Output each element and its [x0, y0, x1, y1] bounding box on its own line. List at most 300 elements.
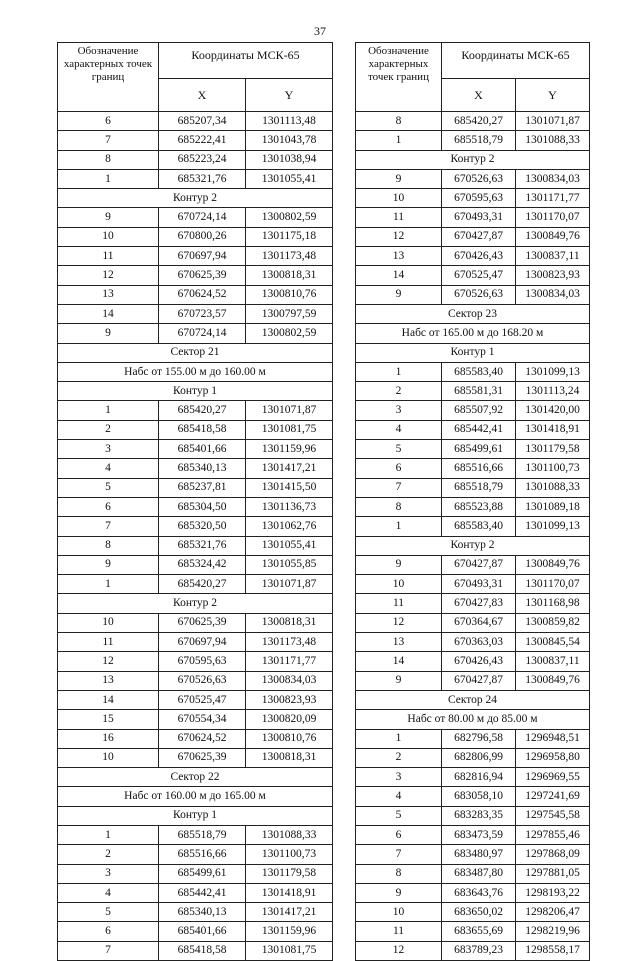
x-cell: 685207,34 — [159, 112, 246, 131]
table-body-left — [58, 112, 333, 961]
table-row — [58, 169, 333, 188]
y-cell: 1298193,22 — [516, 883, 590, 902]
x-cell: 670427,87 — [442, 671, 516, 690]
x-cell: 670697,94 — [159, 247, 246, 266]
section-row — [356, 343, 590, 362]
y-cell: 1301100,73 — [246, 845, 333, 864]
y-cell: 1301071,87 — [246, 575, 333, 594]
x-cell: 685442,41 — [442, 420, 516, 439]
table-row — [356, 208, 590, 227]
point-id-cell: 13 — [356, 633, 442, 652]
y-cell: 1301088,33 — [246, 825, 333, 844]
point-id-cell: 6 — [58, 497, 159, 516]
table-row — [58, 864, 333, 883]
section-label: Сектор 21 — [58, 343, 333, 362]
y-cell: 1301055,41 — [246, 536, 333, 555]
y-cell: 1300797,59 — [246, 304, 333, 323]
x-cell: 670723,57 — [159, 304, 246, 323]
point-id-cell: 12 — [58, 266, 159, 285]
point-id-cell: 1 — [58, 575, 159, 594]
table-row — [356, 227, 590, 246]
table-row — [356, 362, 590, 381]
x-cell: 670625,39 — [159, 266, 246, 285]
table-row — [356, 497, 590, 516]
x-cell: 670595,63 — [159, 652, 246, 671]
table-row — [356, 131, 590, 150]
point-id-cell: 12 — [58, 652, 159, 671]
point-id-cell: 3 — [58, 864, 159, 883]
y-cell: 1301062,76 — [246, 517, 333, 536]
point-id-cell: 10 — [58, 613, 159, 632]
x-cell: 685516,66 — [159, 845, 246, 864]
y-cell: 1297855,46 — [516, 825, 590, 844]
table-row — [58, 652, 333, 671]
table-row — [356, 440, 590, 459]
x-cell: 670625,39 — [159, 613, 246, 632]
y-cell: 1298206,47 — [516, 903, 590, 922]
section-row — [58, 362, 333, 381]
y-cell: 1296958,80 — [516, 748, 590, 767]
y-cell: 1301071,87 — [246, 401, 333, 420]
x-cell: 683789,23 — [442, 941, 516, 960]
point-id-cell: 7 — [356, 478, 442, 497]
x-cell: 670554,34 — [159, 710, 246, 729]
y-cell: 1300837,11 — [516, 652, 590, 671]
point-id-cell: 12 — [356, 227, 442, 246]
table-row — [356, 845, 590, 864]
x-cell: 670427,87 — [442, 227, 516, 246]
x-cell: 683473,59 — [442, 825, 516, 844]
table-row — [356, 903, 590, 922]
point-id-cell: 14 — [58, 304, 159, 323]
table-row — [58, 131, 333, 150]
point-id-cell: 8 — [356, 864, 442, 883]
table-row — [356, 883, 590, 902]
y-cell: 1301081,75 — [246, 941, 333, 960]
point-id-cell: 5 — [356, 806, 442, 825]
table-row — [58, 555, 333, 574]
table-row — [356, 247, 590, 266]
x-cell: 683643,76 — [442, 883, 516, 902]
x-cell: 685418,58 — [159, 420, 246, 439]
point-id-cell: 4 — [58, 459, 159, 478]
x-cell: 670526,63 — [442, 169, 516, 188]
point-id-cell: 10 — [58, 748, 159, 767]
x-cell: 670364,67 — [442, 613, 516, 632]
y-cell: 1301168,98 — [516, 594, 590, 613]
table-row — [58, 710, 333, 729]
header-x: X — [159, 79, 246, 112]
table-row — [356, 806, 590, 825]
point-id-cell: 3 — [58, 440, 159, 459]
y-cell: 1301113,24 — [516, 382, 590, 401]
point-id-cell: 9 — [58, 555, 159, 574]
table-row — [58, 845, 333, 864]
y-cell: 1301173,48 — [246, 247, 333, 266]
table-row — [356, 266, 590, 285]
table-row — [356, 652, 590, 671]
table-row — [58, 613, 333, 632]
point-id-cell: 4 — [356, 420, 442, 439]
point-id-cell: 9 — [356, 555, 442, 574]
y-cell: 1300859,82 — [516, 613, 590, 632]
table-row — [58, 247, 333, 266]
table-row — [58, 729, 333, 748]
x-cell: 670526,63 — [442, 285, 516, 304]
x-cell: 670493,31 — [442, 208, 516, 227]
table-row — [58, 227, 333, 246]
y-cell: 1301415,50 — [246, 478, 333, 497]
y-cell: 1301071,87 — [516, 112, 590, 131]
y-cell: 1300849,76 — [516, 227, 590, 246]
y-cell: 1300818,31 — [246, 748, 333, 767]
section-row — [58, 382, 333, 401]
x-cell: 685516,66 — [442, 459, 516, 478]
table-row — [58, 497, 333, 516]
section-label: Контур 2 — [58, 594, 333, 613]
point-id-cell: 9 — [58, 324, 159, 343]
x-cell: 685523,88 — [442, 497, 516, 516]
x-cell: 670625,39 — [159, 748, 246, 767]
x-cell: 685340,13 — [159, 903, 246, 922]
point-id-cell: 1 — [356, 131, 442, 150]
y-cell: 1300849,76 — [516, 555, 590, 574]
x-cell: 685237,81 — [159, 478, 246, 497]
x-cell: 685418,58 — [159, 941, 246, 960]
y-cell: 1297545,58 — [516, 806, 590, 825]
y-cell: 1301179,58 — [246, 864, 333, 883]
section-row — [356, 710, 590, 729]
y-cell: 1301159,96 — [246, 440, 333, 459]
point-id-cell: 14 — [58, 690, 159, 709]
section-row — [58, 768, 333, 787]
y-cell: 1301418,91 — [246, 883, 333, 902]
table-row — [356, 401, 590, 420]
point-id-cell: 1 — [356, 729, 442, 748]
point-id-cell: 8 — [356, 497, 442, 516]
y-cell: 1297881,05 — [516, 864, 590, 883]
y-cell: 1300823,93 — [516, 266, 590, 285]
point-id-cell: 1 — [58, 401, 159, 420]
section-label: Контур 1 — [356, 343, 590, 362]
point-id-cell: 1 — [356, 362, 442, 381]
section-label: Набс от 165.00 м до 168.20 м — [356, 324, 590, 343]
table-row — [356, 555, 590, 574]
x-cell: 682806,99 — [442, 748, 516, 767]
x-cell: 670427,83 — [442, 594, 516, 613]
x-cell: 682816,94 — [442, 768, 516, 787]
x-cell: 685499,61 — [159, 864, 246, 883]
point-id-cell: 8 — [58, 536, 159, 555]
x-cell: 683655,69 — [442, 922, 516, 941]
point-id-cell: 2 — [356, 382, 442, 401]
point-id-cell: 12 — [356, 613, 442, 632]
table-row — [356, 575, 590, 594]
x-cell: 685420,27 — [442, 112, 516, 131]
table-row — [58, 150, 333, 169]
y-cell: 1300845,54 — [516, 633, 590, 652]
y-cell: 1300818,31 — [246, 266, 333, 285]
table-row — [58, 883, 333, 902]
point-id-cell: 6 — [58, 922, 159, 941]
point-id-cell: 14 — [356, 652, 442, 671]
x-cell: 685507,92 — [442, 401, 516, 420]
y-cell: 1296948,51 — [516, 729, 590, 748]
table-row — [356, 864, 590, 883]
table-row — [58, 575, 333, 594]
x-cell: 670526,63 — [159, 671, 246, 690]
point-id-cell: 11 — [356, 594, 442, 613]
x-cell: 670724,14 — [159, 208, 246, 227]
point-id-cell: 3 — [356, 768, 442, 787]
table-row — [58, 401, 333, 420]
x-cell: 685442,41 — [159, 883, 246, 902]
point-id-cell: 10 — [356, 189, 442, 208]
section-label: Контур 2 — [356, 150, 590, 169]
section-label: Набс от 80.00 м до 85.00 м — [356, 710, 590, 729]
header-coordinates: Координаты МСК-65 — [159, 43, 333, 79]
y-cell: 1300802,59 — [246, 208, 333, 227]
point-id-cell: 4 — [58, 883, 159, 902]
x-cell: 670363,03 — [442, 633, 516, 652]
x-cell: 685518,79 — [159, 825, 246, 844]
table-row — [356, 825, 590, 844]
point-id-cell: 1 — [356, 517, 442, 536]
section-label: Сектор 23 — [356, 304, 590, 323]
x-cell: 683283,35 — [442, 806, 516, 825]
x-cell: 685321,76 — [159, 169, 246, 188]
y-cell: 1298219,96 — [516, 922, 590, 941]
y-cell: 1300837,11 — [516, 247, 590, 266]
x-cell: 685401,66 — [159, 922, 246, 941]
y-cell: 1301081,75 — [246, 420, 333, 439]
point-id-cell: 9 — [356, 883, 442, 902]
table-row — [356, 189, 590, 208]
point-id-cell: 2 — [356, 748, 442, 767]
table-row — [356, 613, 590, 632]
table-row — [356, 748, 590, 767]
section-row — [58, 806, 333, 825]
page-number: 37 — [314, 24, 326, 38]
y-cell: 1298558,17 — [516, 941, 590, 960]
point-id-cell: 6 — [58, 112, 159, 131]
table-row — [58, 671, 333, 690]
y-cell: 1301417,21 — [246, 903, 333, 922]
point-id-cell: 7 — [58, 131, 159, 150]
y-cell: 1301171,77 — [516, 189, 590, 208]
table-row — [356, 787, 590, 806]
section-label: Контур 1 — [58, 806, 333, 825]
x-cell: 685499,61 — [442, 440, 516, 459]
section-row — [58, 189, 333, 208]
table-row — [356, 633, 590, 652]
y-cell: 1301159,96 — [246, 922, 333, 941]
y-cell: 1301171,77 — [246, 652, 333, 671]
section-row — [356, 324, 590, 343]
y-cell: 1301043,78 — [246, 131, 333, 150]
header-point-label: Обозначение характерных точек границ — [58, 43, 159, 112]
section-row — [356, 150, 590, 169]
point-id-cell: 7 — [356, 845, 442, 864]
table-row — [58, 825, 333, 844]
y-cell: 1300834,03 — [246, 671, 333, 690]
y-cell: 1300810,76 — [246, 285, 333, 304]
x-cell: 685304,50 — [159, 497, 246, 516]
table-row — [58, 478, 333, 497]
point-id-cell: 11 — [58, 247, 159, 266]
table-row — [356, 478, 590, 497]
table-row — [356, 768, 590, 787]
section-label: Набс от 160.00 м до 165.00 м — [58, 787, 333, 806]
table-row — [58, 440, 333, 459]
y-cell: 1301055,41 — [246, 169, 333, 188]
y-cell: 1301418,91 — [516, 420, 590, 439]
table-row — [58, 112, 333, 131]
point-id-cell: 10 — [356, 903, 442, 922]
point-id-cell: 16 — [58, 729, 159, 748]
point-id-cell: 9 — [356, 671, 442, 690]
table-row — [58, 941, 333, 960]
coordinates-table-left — [57, 42, 333, 961]
section-row — [58, 594, 333, 613]
point-id-cell: 11 — [58, 633, 159, 652]
y-cell: 1300834,03 — [516, 169, 590, 188]
table-row — [356, 420, 590, 439]
x-cell: 670697,94 — [159, 633, 246, 652]
section-label: Набс от 155.00 м до 160.00 м — [58, 362, 333, 381]
point-id-cell: 6 — [356, 459, 442, 478]
point-id-cell: 1 — [58, 825, 159, 844]
section-label: Контур 1 — [58, 382, 333, 401]
table-row — [356, 169, 590, 188]
x-cell: 670493,31 — [442, 575, 516, 594]
table-row — [356, 729, 590, 748]
section-label: Контур 2 — [58, 189, 333, 208]
point-id-cell: 13 — [58, 671, 159, 690]
point-id-cell: 8 — [356, 112, 442, 131]
point-id-cell: 2 — [58, 420, 159, 439]
x-cell: 685320,50 — [159, 517, 246, 536]
table-row — [356, 112, 590, 131]
x-cell: 683487,80 — [442, 864, 516, 883]
header-y: Y — [246, 79, 333, 112]
x-cell: 670800,26 — [159, 227, 246, 246]
x-cell: 685340,13 — [159, 459, 246, 478]
point-id-cell: 3 — [356, 401, 442, 420]
x-cell: 685223,24 — [159, 150, 246, 169]
y-cell: 1301099,13 — [516, 517, 590, 536]
x-cell: 683650,02 — [442, 903, 516, 922]
point-id-cell: 5 — [356, 440, 442, 459]
header-point-label: Обозначение характерных точек границ — [356, 43, 442, 112]
y-cell: 1301173,48 — [246, 633, 333, 652]
y-cell: 1301113,48 — [246, 112, 333, 131]
point-id-cell: 11 — [356, 922, 442, 941]
point-id-cell: 5 — [58, 478, 159, 497]
y-cell: 1300834,03 — [516, 285, 590, 304]
x-cell: 685401,66 — [159, 440, 246, 459]
y-cell: 1301136,73 — [246, 497, 333, 516]
x-cell: 670427,87 — [442, 555, 516, 574]
point-id-cell: 10 — [356, 575, 442, 594]
table-row — [58, 690, 333, 709]
x-cell: 685583,40 — [442, 362, 516, 381]
y-cell: 1301420,00 — [516, 401, 590, 420]
section-label: Контур 2 — [356, 536, 590, 555]
y-cell: 1301088,33 — [516, 131, 590, 150]
point-id-cell: 4 — [356, 787, 442, 806]
point-id-cell: 10 — [58, 227, 159, 246]
table-row — [58, 304, 333, 323]
y-cell: 1301170,07 — [516, 208, 590, 227]
table-row — [356, 382, 590, 401]
y-cell: 1297868,09 — [516, 845, 590, 864]
section-row — [356, 690, 590, 709]
section-row — [58, 343, 333, 362]
y-cell: 1300802,59 — [246, 324, 333, 343]
section-label: Сектор 22 — [58, 768, 333, 787]
x-cell: 683480,97 — [442, 845, 516, 864]
y-cell: 1300818,31 — [246, 613, 333, 632]
table-row — [58, 922, 333, 941]
table-row — [58, 208, 333, 227]
table-row — [58, 459, 333, 478]
x-cell: 685420,27 — [159, 401, 246, 420]
x-cell: 670525,47 — [442, 266, 516, 285]
table-row — [356, 459, 590, 478]
y-cell: 1297241,69 — [516, 787, 590, 806]
y-cell: 1301175,18 — [246, 227, 333, 246]
point-id-cell: 13 — [58, 285, 159, 304]
header-coordinates: Координаты МСК-65 — [442, 43, 590, 79]
point-id-cell: 9 — [356, 285, 442, 304]
table-row — [58, 536, 333, 555]
header-y: Y — [516, 79, 590, 112]
table-row — [356, 671, 590, 690]
x-cell: 685583,40 — [442, 517, 516, 536]
x-cell: 670426,43 — [442, 247, 516, 266]
x-cell: 682796,58 — [442, 729, 516, 748]
y-cell: 1300820,09 — [246, 710, 333, 729]
table-row — [356, 285, 590, 304]
section-row — [356, 304, 590, 323]
y-cell: 1301099,13 — [516, 362, 590, 381]
x-cell: 685321,76 — [159, 536, 246, 555]
x-cell: 670624,52 — [159, 729, 246, 748]
table-row — [58, 903, 333, 922]
point-id-cell: 7 — [58, 941, 159, 960]
x-cell: 685222,41 — [159, 131, 246, 150]
point-id-cell: 11 — [356, 208, 442, 227]
y-cell: 1301038,94 — [246, 150, 333, 169]
section-label: Сектор 24 — [356, 690, 590, 709]
y-cell: 1301088,33 — [516, 478, 590, 497]
section-row — [58, 787, 333, 806]
y-cell: 1296969,55 — [516, 768, 590, 787]
point-id-cell: 12 — [356, 941, 442, 960]
point-id-cell: 15 — [58, 710, 159, 729]
point-id-cell: 2 — [58, 845, 159, 864]
table-row — [58, 517, 333, 536]
y-cell: 1301417,21 — [246, 459, 333, 478]
table-row — [356, 594, 590, 613]
x-cell: 685518,79 — [442, 478, 516, 497]
table-row — [356, 922, 590, 941]
x-cell: 670624,52 — [159, 285, 246, 304]
y-cell: 1301179,58 — [516, 440, 590, 459]
table-row — [58, 324, 333, 343]
y-cell: 1301170,07 — [516, 575, 590, 594]
